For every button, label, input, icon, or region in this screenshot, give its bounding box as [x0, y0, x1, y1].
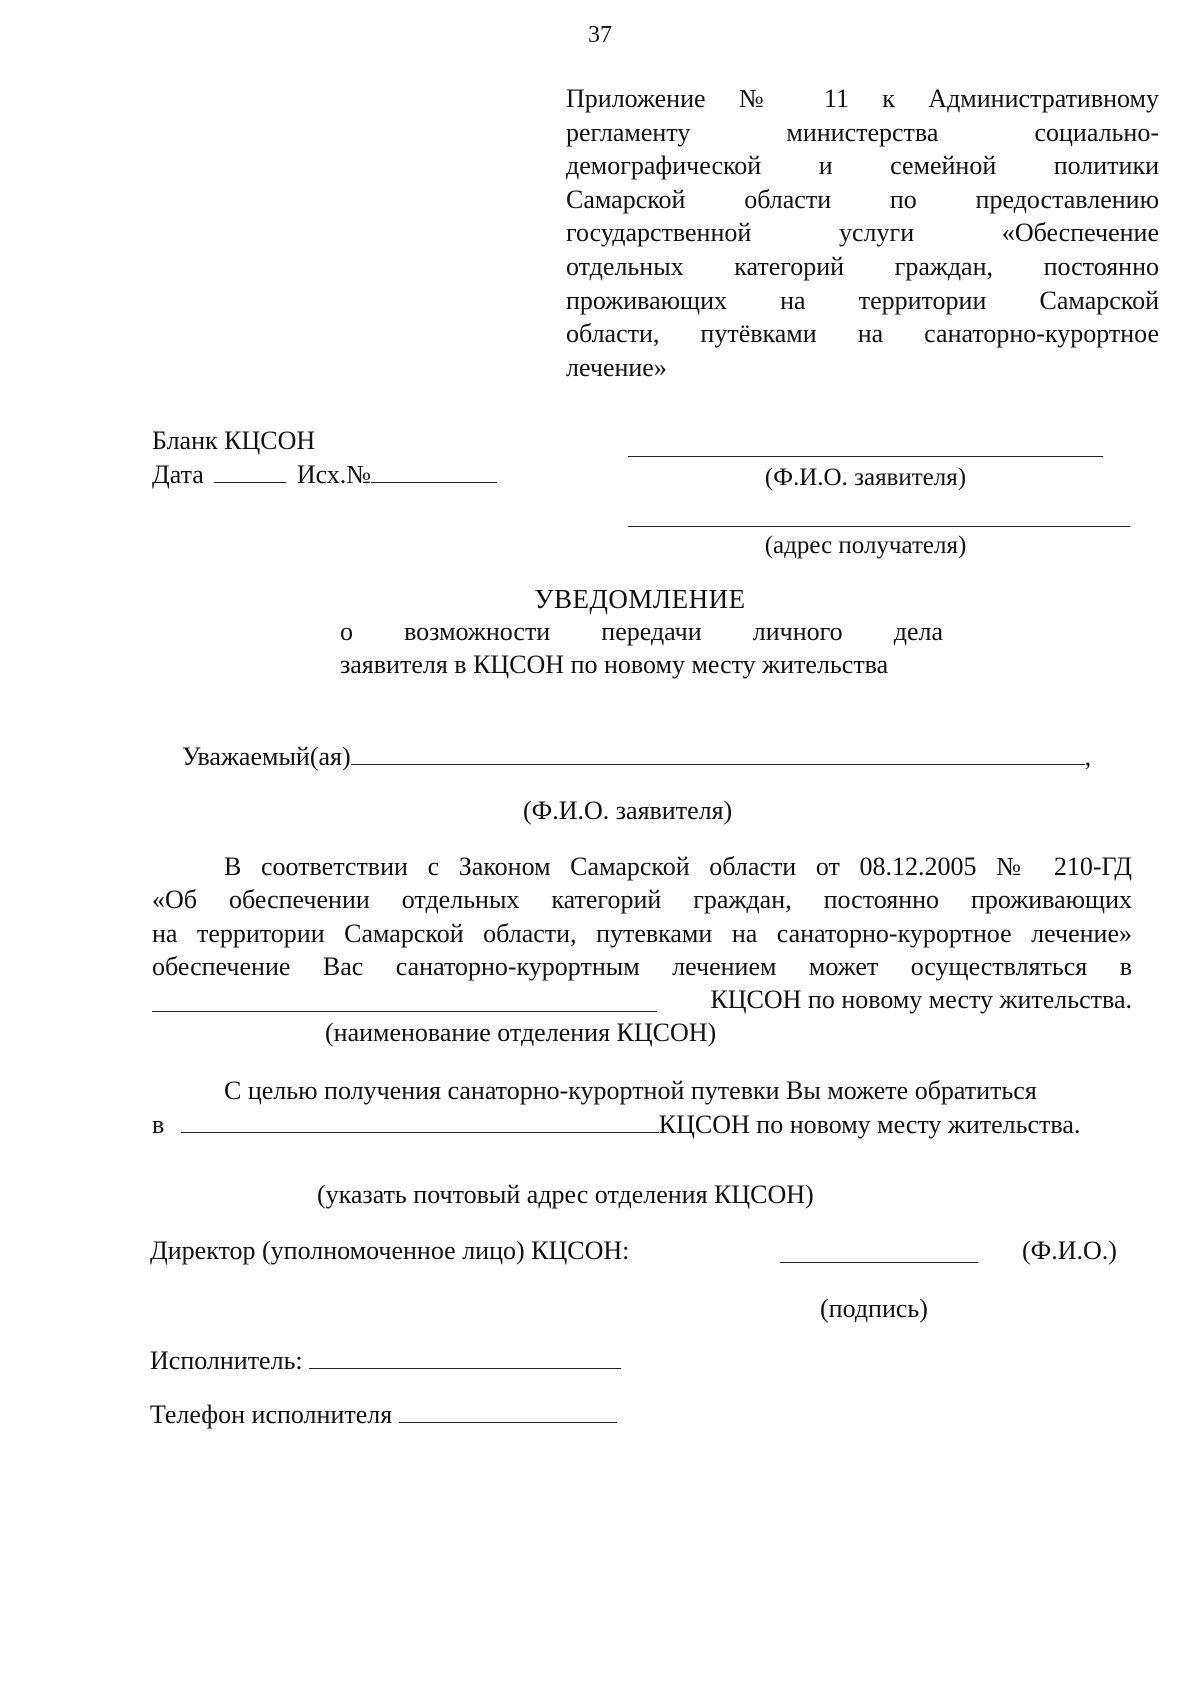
paragraph-2-prefix: в: [152, 1110, 165, 1139]
phone-field[interactable]: [399, 1421, 617, 1423]
phone-label: Телефон исполнителя: [150, 1400, 393, 1429]
page-number: 37: [588, 22, 612, 48]
paragraph-2-tail: КЦСОН по новому месту жительства.: [658, 1110, 1081, 1139]
address-hint-caption: (указать почтовый адрес отделения КЦСОН): [317, 1180, 814, 1209]
department-name-field[interactable]: [152, 1010, 657, 1012]
department-address-field[interactable]: [181, 1131, 659, 1133]
phone-row: [150, 1400, 617, 1430]
appendix-line: проживающих на территории Самарской: [566, 285, 1159, 315]
paragraph-line: [152, 983, 1132, 1016]
applicant-caption: (Ф.И.О. заявителя): [764, 464, 967, 491]
executor-field[interactable]: [309, 1367, 621, 1369]
recipient-address-field[interactable]: [628, 526, 1130, 527]
notice-title: УВЕДОМЛЕНИЕ: [534, 584, 746, 614]
appendix-line: области, путёвками на санаторно-курортное: [566, 319, 1159, 349]
appendix-line: лечение»: [566, 352, 667, 382]
appendix-block: [566, 82, 1159, 384]
salutation-name-field[interactable]: [351, 763, 1085, 765]
salutation-comma: ,: [1084, 742, 1092, 771]
notice-subtitle-line: о возможности передачи личного дела: [340, 617, 943, 646]
paragraph-2-line: С целью получения санаторно-курортной путевки Вы можете обратиться: [224, 1076, 1037, 1105]
signature-field[interactable]: [780, 1262, 978, 1263]
paragraph-tail: КЦСОН по новому месту жительства.: [710, 985, 1132, 1015]
blank-label: Бланк КЦСОН: [152, 426, 316, 455]
appendix-line: регламенту министерства социально-: [566, 117, 1159, 147]
date-label: Дата: [152, 460, 204, 489]
director-fio: (Ф.И.О.): [1022, 1236, 1117, 1265]
paragraph-line: «Об обеспечении отдельных категорий граждан, постоянно проживающих: [152, 885, 1132, 915]
paragraph-1: [152, 850, 1132, 1016]
appendix-line: Приложение № 11 к Административному: [566, 84, 1159, 113]
appendix-line: отдельных категорий граждан, постоянно: [566, 251, 1159, 281]
department-caption: (наименование отделения КЦСОН): [325, 1018, 717, 1047]
signature-caption: (подпись): [820, 1294, 928, 1323]
director-label: Директор (уполномоченное лицо) КЦСОН:: [150, 1236, 630, 1265]
applicant-name-field[interactable]: [628, 456, 1103, 457]
paragraph-2-row: [152, 1110, 1130, 1140]
paragraph-line: на территории Самарской области, путевками на санаторно-курортное лечение»: [152, 918, 1132, 948]
executor-row: [150, 1346, 621, 1376]
address-caption: (адрес получателя): [764, 532, 967, 559]
appendix-line: государственной услуги «Обеспечение: [566, 218, 1159, 248]
paragraph-line: В соответствии с Законом Самарской области от 08.12.2005 № 210-ГД: [224, 852, 1132, 881]
date-field[interactable]: [214, 481, 286, 483]
outgoing-number-label: Исх.№: [296, 460, 372, 489]
paragraph-line: обеспечение Вас санаторно-курортным лечением может осуществляться в: [152, 951, 1132, 981]
outgoing-number-field[interactable]: [371, 481, 497, 483]
date-row: [152, 460, 497, 490]
salutation-label: Уважаемый(ая): [182, 742, 351, 771]
executor-label: Исполнитель:: [150, 1346, 303, 1375]
salutation-caption: (Ф.И.О. заявителя): [523, 796, 733, 825]
appendix-line: Самарской области по предоставлению: [566, 184, 1159, 214]
appendix-line: демографической и семейной политики: [566, 151, 1159, 181]
salutation-row: [182, 742, 1091, 772]
notice-subtitle-line: заявителя в КЦСОН по новому месту жительства: [340, 650, 889, 679]
